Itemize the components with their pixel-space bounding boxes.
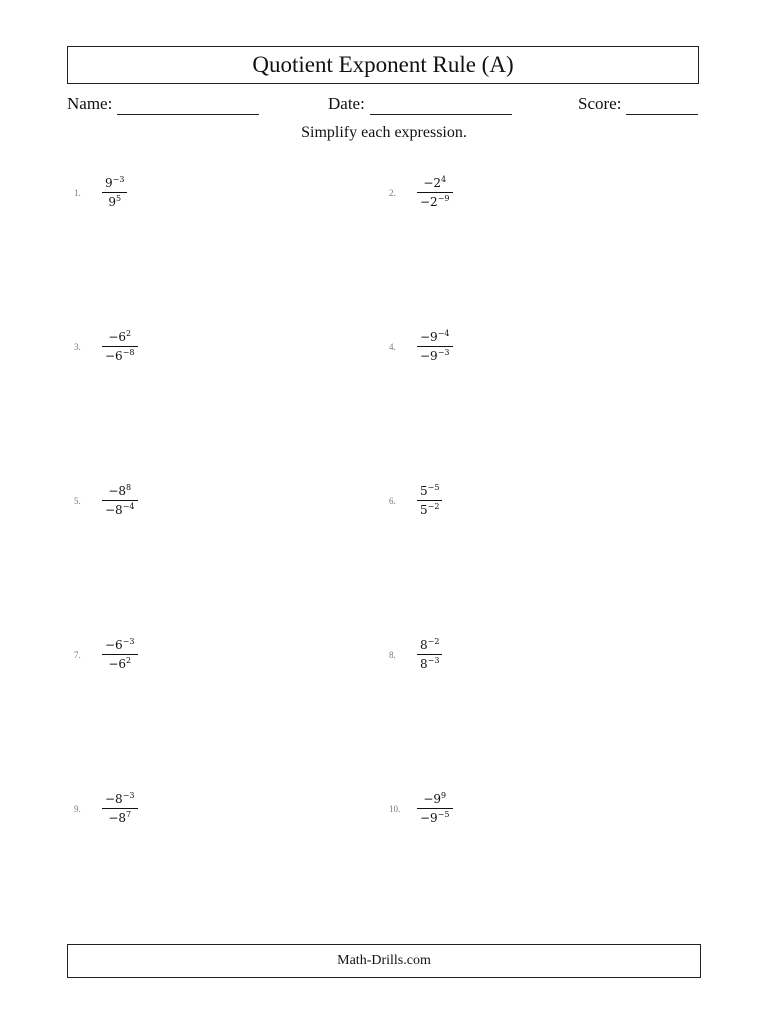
name-field xyxy=(67,92,259,115)
denominator: $-6^{-8}$ xyxy=(105,348,135,363)
numerator: $8^{-2}$ xyxy=(420,637,440,652)
fraction xyxy=(102,482,138,519)
numerator: $-9^9$ xyxy=(423,791,447,806)
problem-2 xyxy=(389,174,453,211)
denominator: $-9^{-3}$ xyxy=(420,348,450,363)
problem-4 xyxy=(389,328,453,365)
problem-number: 8. xyxy=(389,649,396,660)
problem-number: 2. xyxy=(389,187,396,198)
title-text: Quotient Exponent Rule (A) xyxy=(252,52,514,77)
problem-3 xyxy=(74,328,138,365)
problem-10 xyxy=(389,790,453,827)
problem-number: 1. xyxy=(74,187,81,198)
footer-link[interactable]: Math-Drills.com xyxy=(337,953,431,968)
student-info-row xyxy=(67,92,701,120)
worksheet-title xyxy=(67,46,699,84)
score-line[interactable] xyxy=(626,92,698,115)
problem-number: 3. xyxy=(74,341,81,352)
date-label: Date: xyxy=(328,94,365,113)
problem-9 xyxy=(74,790,138,827)
denominator: $-8^7$ xyxy=(108,810,132,825)
name-line[interactable] xyxy=(117,92,259,115)
denominator: $9^5$ xyxy=(108,194,122,209)
problem-5 xyxy=(74,482,138,519)
footer xyxy=(67,944,701,978)
fraction xyxy=(417,328,453,365)
denominator: $-6^2$ xyxy=(108,656,132,671)
denominator: $8^{-3}$ xyxy=(420,656,440,671)
denominator: $-8^{-4}$ xyxy=(105,502,135,517)
instructions: Simplify each expression. xyxy=(301,124,467,141)
problem-8 xyxy=(389,636,442,673)
score-field xyxy=(578,92,698,115)
denominator: $-2^{-9}$ xyxy=(420,194,450,209)
date-field xyxy=(328,92,512,115)
problem-number: 4. xyxy=(389,341,396,352)
numerator: $-6^{-3}$ xyxy=(105,637,135,652)
denominator: $5^{-2}$ xyxy=(420,502,440,517)
score-label: Score: xyxy=(578,94,622,113)
problem-number: 10. xyxy=(389,803,401,814)
fraction xyxy=(417,482,442,519)
date-line[interactable] xyxy=(370,92,512,115)
numerator: $5^{-5}$ xyxy=(420,483,440,498)
problem-number: 5. xyxy=(74,495,81,506)
name-label: Name: xyxy=(67,94,113,113)
numerator: $-8^8$ xyxy=(108,483,132,498)
fraction xyxy=(417,790,453,827)
problem-number: 7. xyxy=(74,649,81,660)
numerator: $9^{-3}$ xyxy=(105,175,125,190)
problem-number: 6. xyxy=(389,495,396,506)
problem-number: 9. xyxy=(74,803,81,814)
problem-1 xyxy=(74,174,127,211)
fraction xyxy=(417,636,442,673)
numerator: $-6^2$ xyxy=(108,329,132,344)
denominator: $-9^{-5}$ xyxy=(420,810,450,825)
fraction xyxy=(102,174,127,211)
numerator: $-9^{-4}$ xyxy=(420,329,450,344)
fraction xyxy=(102,328,138,365)
fraction xyxy=(102,636,138,673)
numerator: $-2^4$ xyxy=(423,175,447,190)
numerator: $-8^{-3}$ xyxy=(105,791,135,806)
fraction xyxy=(102,790,138,827)
fraction xyxy=(417,174,453,211)
problem-6 xyxy=(389,482,442,519)
problem-7 xyxy=(74,636,138,673)
